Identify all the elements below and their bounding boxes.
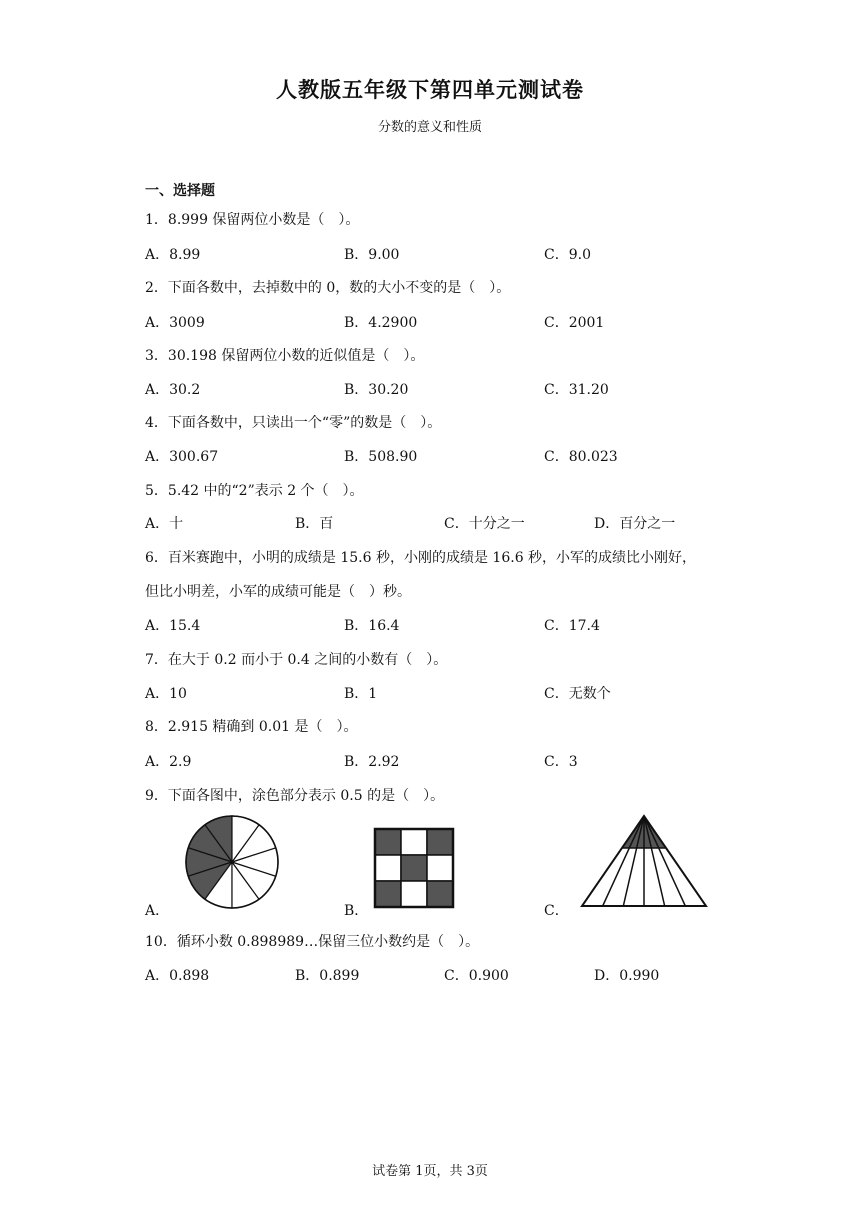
grid-cell	[375, 881, 401, 907]
triangle-divider	[603, 816, 644, 906]
grid-cell	[375, 829, 401, 855]
q5-option-a: A．十	[145, 516, 184, 532]
question-3: 3．30.198 保留两位小数的近似值是（ ）。	[145, 348, 425, 364]
q4-option-c: C．80.023	[544, 449, 618, 465]
triangle-figure	[580, 812, 710, 910]
question-6-line-2: 但比小明差，小军的成绩可能是（ ）秒。	[145, 584, 411, 600]
q3-option-a: A．30.2	[145, 382, 201, 398]
q6-option-b: B．16.4	[344, 618, 400, 634]
question-5: 5．5.42 中的“2”表示 2 个（ ）。	[145, 483, 364, 499]
q5-option-c: C．十分之一	[444, 516, 525, 532]
grid-cell	[401, 881, 427, 907]
question-2: 2．下面各数中，去掉数中的 0，数的大小不变的是（ ）。	[145, 280, 511, 296]
question-4: 4．下面各数中，只读出一个“零”的数是（ ）。	[145, 415, 442, 431]
q2-option-c: C．2001	[544, 315, 605, 331]
q7-option-c: C．无数个	[544, 686, 611, 702]
q6-option-c: C．17.4	[544, 618, 600, 634]
q8-option-b: B．2.92	[344, 754, 400, 770]
grid-figure	[372, 826, 456, 910]
q5-option-d: D．百分之一	[594, 516, 676, 532]
circle-figure	[180, 813, 284, 913]
triangle-divider	[644, 816, 685, 906]
grid-cell	[401, 829, 427, 855]
q9-option-a: A．	[145, 903, 170, 919]
q1-option-b: B．9.00	[344, 247, 400, 263]
grid-cell	[375, 855, 401, 881]
page-subtitle: 分数的意义和性质	[377, 120, 482, 135]
q10-option-c: C．0.900	[444, 968, 509, 984]
q3-option-c: C．31.20	[544, 382, 609, 398]
q1-option-a: A．8.99	[145, 247, 201, 263]
question-10: 10．循环小数 0.898989…保留三位小数约是（ ）。	[145, 934, 480, 950]
q10-option-a: A．0.898	[145, 968, 210, 984]
q8-option-a: A．2.9	[145, 754, 192, 770]
q4-option-b: B．508.90	[344, 449, 418, 465]
q2-option-b: B．4.2900	[344, 315, 418, 331]
page-title: 人教版五年级下第四单元测试卷	[276, 78, 584, 102]
q9-option-c: C．	[544, 903, 569, 919]
q4-option-a: A．300.67	[145, 449, 219, 465]
q5-option-b: B．百	[295, 516, 334, 532]
grid-cell	[401, 855, 427, 881]
q7-option-b: B．1	[344, 686, 378, 702]
q1-option-c: C．9.0	[544, 247, 591, 263]
q10-option-b: B．0.899	[295, 968, 360, 984]
grid-cell	[427, 881, 453, 907]
grid-cell	[427, 829, 453, 855]
question-1: 1．8.999 保留两位小数是（ ）。	[145, 212, 360, 228]
page-footer: 试卷第 1页，共 3页	[372, 1164, 488, 1179]
q8-option-c: C．3	[544, 754, 578, 770]
q10-option-d: D．0.990	[594, 968, 660, 984]
q7-option-a: A．10	[145, 686, 187, 702]
question-8: 8．2.915 精确到 0.01 是（ ）。	[145, 719, 358, 735]
q9-option-b: B．	[344, 903, 369, 919]
section-heading: 一、选择题	[145, 183, 215, 199]
question-7: 7．在大于 0.2 而小于 0.4 之间的小数有（ ）。	[145, 652, 448, 668]
q2-option-a: A．3009	[145, 315, 205, 331]
grid-cell	[427, 855, 453, 881]
q3-option-b: B．30.20	[344, 382, 409, 398]
question-9: 9．下面各图中，涂色部分表示 0.5 的是（ ）。	[145, 788, 445, 804]
question-6: 6．百米赛跑中，小明的成绩是 15.6 秒，小刚的成绩是 16.6 秒，小军的成绩比小刚好，	[145, 550, 697, 566]
q6-option-a: A．15.4	[145, 618, 201, 634]
